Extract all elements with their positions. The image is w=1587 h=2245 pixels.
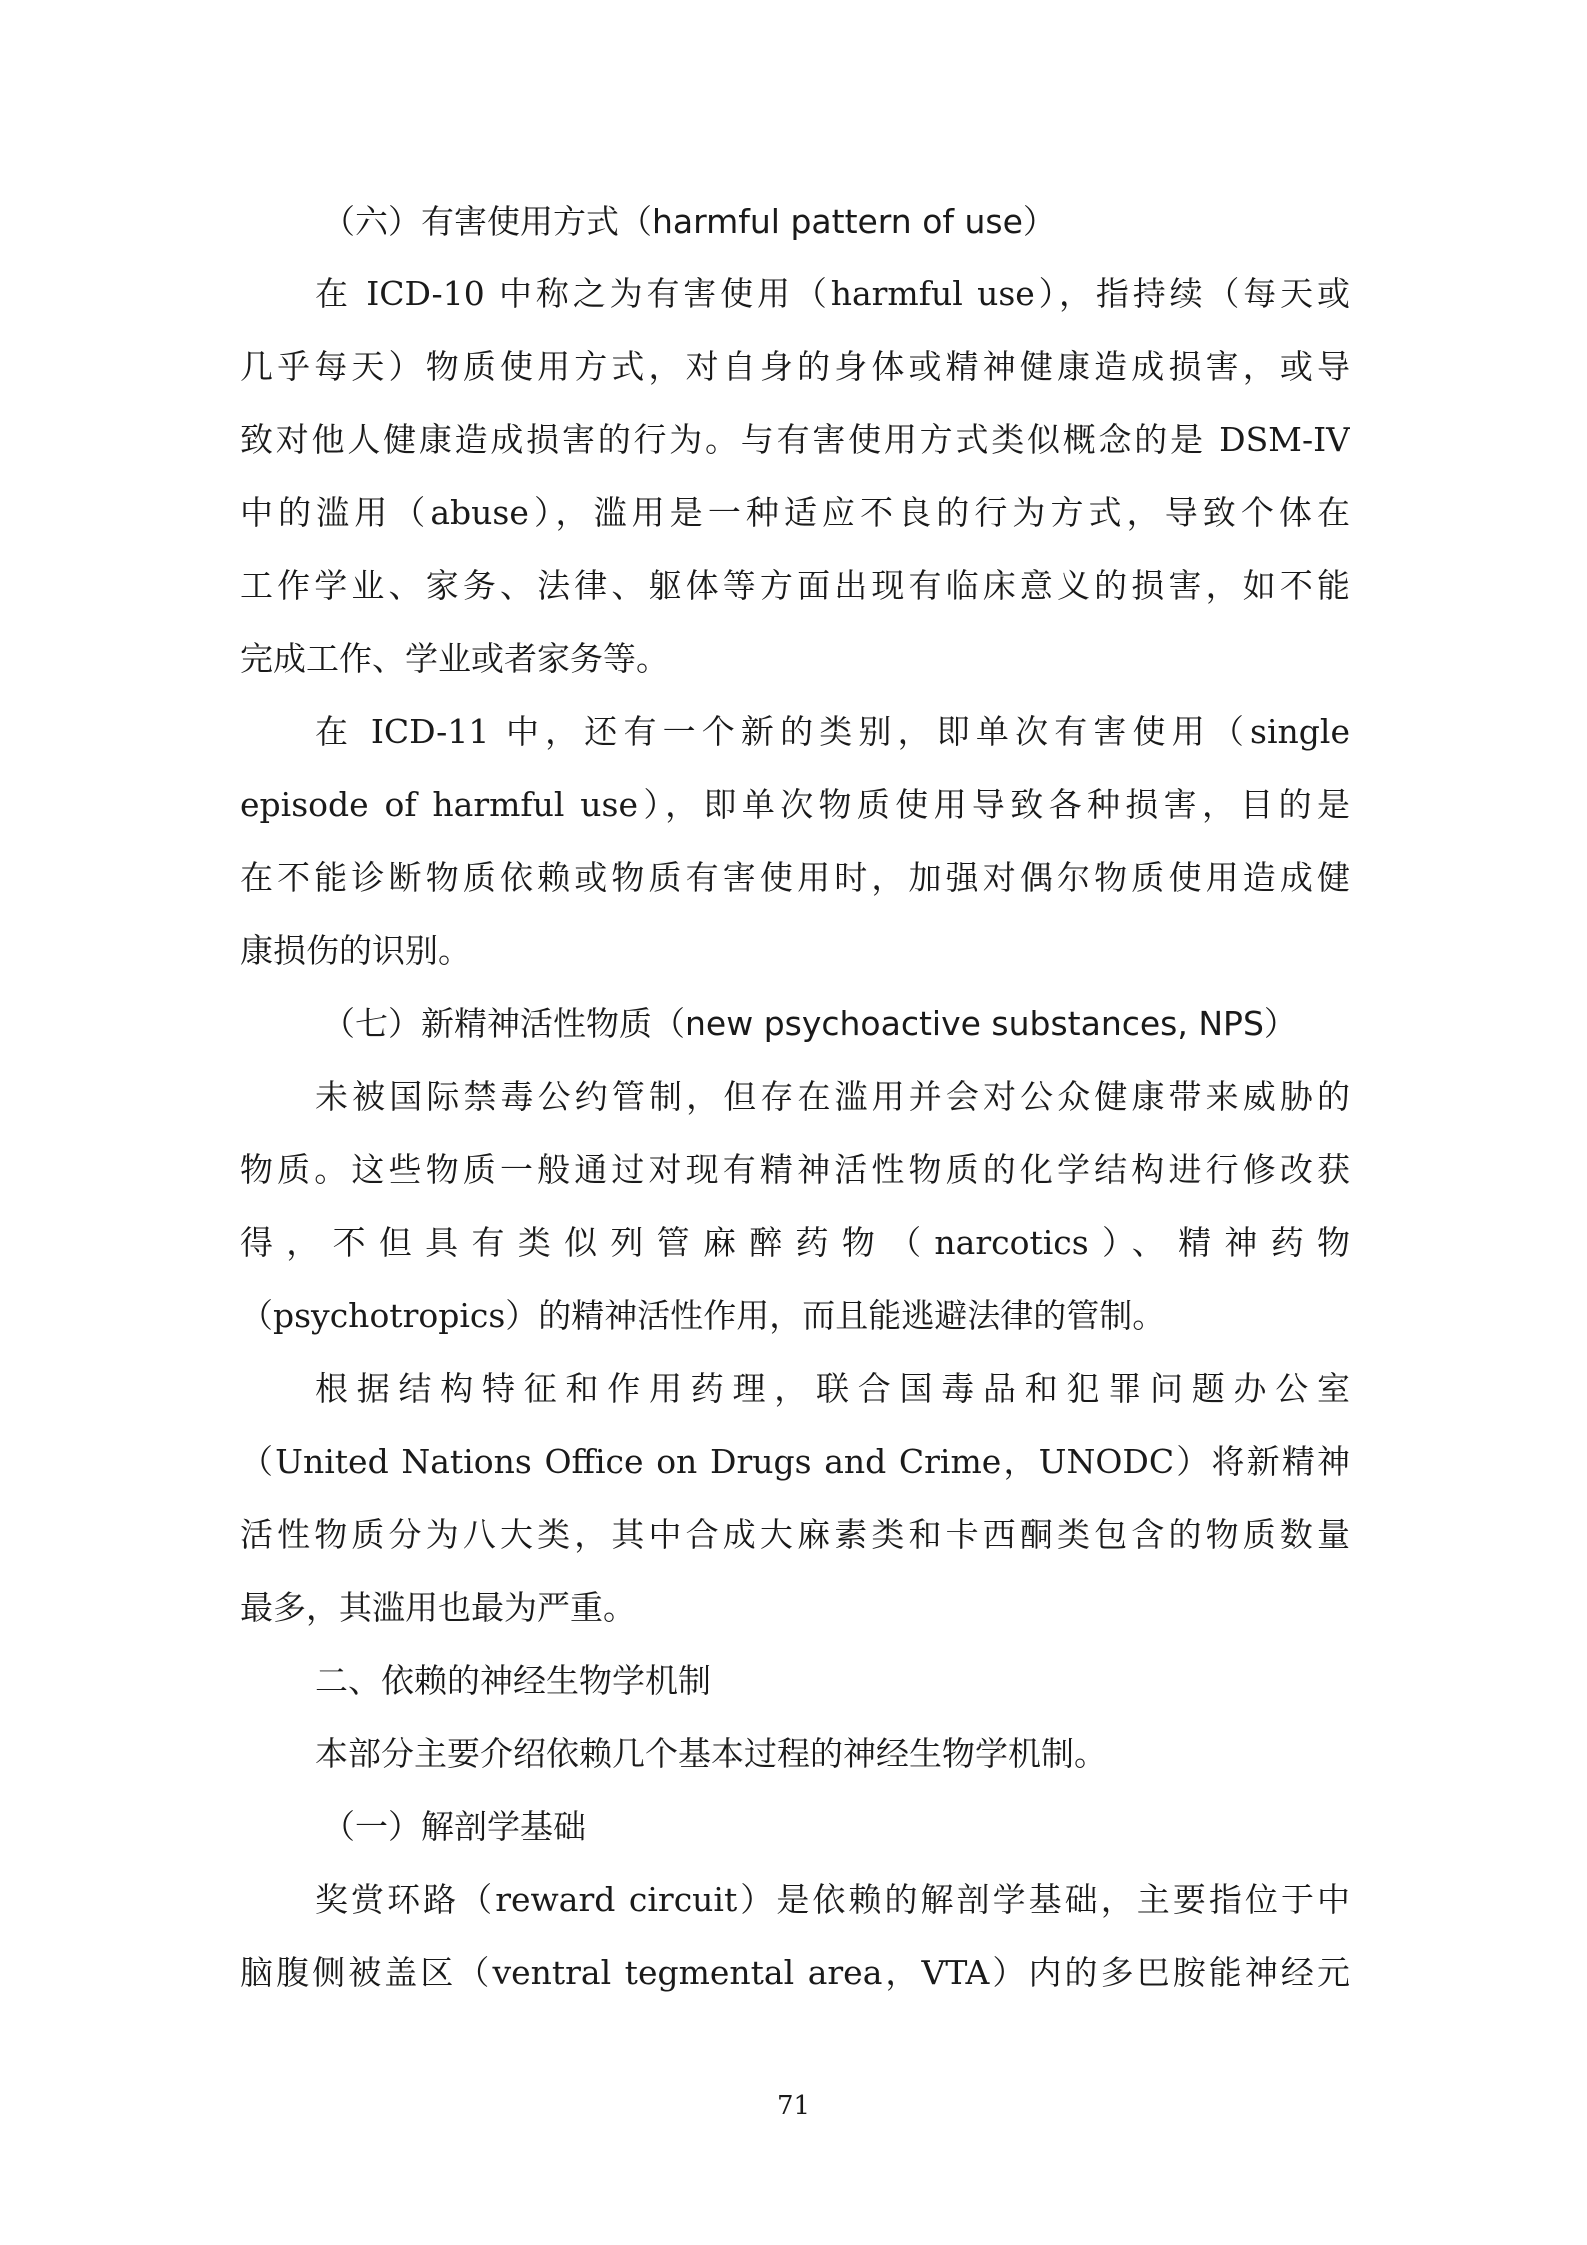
chapter-heading-neurobiology: 二、依赖的神经生物学机制 xyxy=(315,1661,711,1700)
paragraph-line: 在不能诊断物质依赖或物质有害使用时，加强对偶尔物质使用造成健 xyxy=(240,858,1350,897)
paragraph-line: 致对他人健康造成损害的行为。与有害使用方式类似概念的是 DSM-IV xyxy=(240,420,1350,459)
paragraph-line: 完成工作、学业或者家务等。 xyxy=(240,639,669,678)
paragraph-line: 奖赏环路（reward circuit）是依赖的解剖学基础，主要指位于中 xyxy=(315,1880,1350,1919)
paragraph-line: episode of harmful use），即单次物质使用导致各种损害，目的是 xyxy=(240,785,1350,824)
paragraph-line: 物质。这些物质一般通过对现有精神活性物质的化学结构进行修改获 xyxy=(240,1150,1350,1189)
paragraph-line: 在 ICD-11 中，还有一个新的类别，即单次有害使用（single xyxy=(315,712,1350,751)
section-heading-anatomy: （一）解剖学基础 xyxy=(322,1807,586,1846)
paragraph-line: 未被国际禁毒公约管制，但存在滥用并会对公众健康带来威胁的 xyxy=(315,1077,1350,1116)
paragraph-line: 在 ICD-10 中称之为有害使用（harmful use），指持续（每天或 xyxy=(315,274,1350,313)
paragraph-line: 康损伤的识别。 xyxy=(240,931,471,970)
paragraph-line: （psychotropics）的精神活性作用，而且能逃避法律的管制。 xyxy=(240,1296,1166,1335)
paragraph-line: 得，不但具有类似列管麻醉药物（narcotics）、精神药物 xyxy=(240,1223,1350,1262)
section-heading-nps: （七）新精神活性物质（new psychoactive substances, NPS） xyxy=(322,1004,1297,1043)
paragraph-line: （United Nations Office on Drugs and Crime，UNODC）将新精神 xyxy=(240,1442,1350,1481)
paragraph-line: 本部分主要介绍依赖几个基本过程的神经生物学机制。 xyxy=(315,1734,1107,1773)
paragraph-line: 根据结构特征和作用药理，联合国毒品和犯罪问题办公室 xyxy=(315,1369,1350,1408)
paragraph-line: 活性物质分为八大类，其中合成大麻素类和卡西酮类包含的物质数量 xyxy=(240,1515,1350,1554)
section-heading-harmful-pattern: （六）有害使用方式（harmful pattern of use） xyxy=(322,202,1056,241)
paragraph-line: 脑腹侧被盖区（ventral tegmental area，VTA）内的多巴胺能神经元 xyxy=(240,1953,1350,1992)
page-number: 71 xyxy=(776,2091,811,2121)
paragraph-line: 中的滥用（abuse），滥用是一种适应不良的行为方式，导致个体在 xyxy=(240,493,1350,532)
paragraph-line: 几乎每天）物质使用方式，对自身的身体或精神健康造成损害，或导 xyxy=(240,347,1350,386)
paragraph-line: 工作学业、家务、法律、躯体等方面出现有临床意义的损害，如不能 xyxy=(240,566,1350,605)
paragraph-line: 最多，其滥用也最为严重。 xyxy=(240,1588,636,1627)
